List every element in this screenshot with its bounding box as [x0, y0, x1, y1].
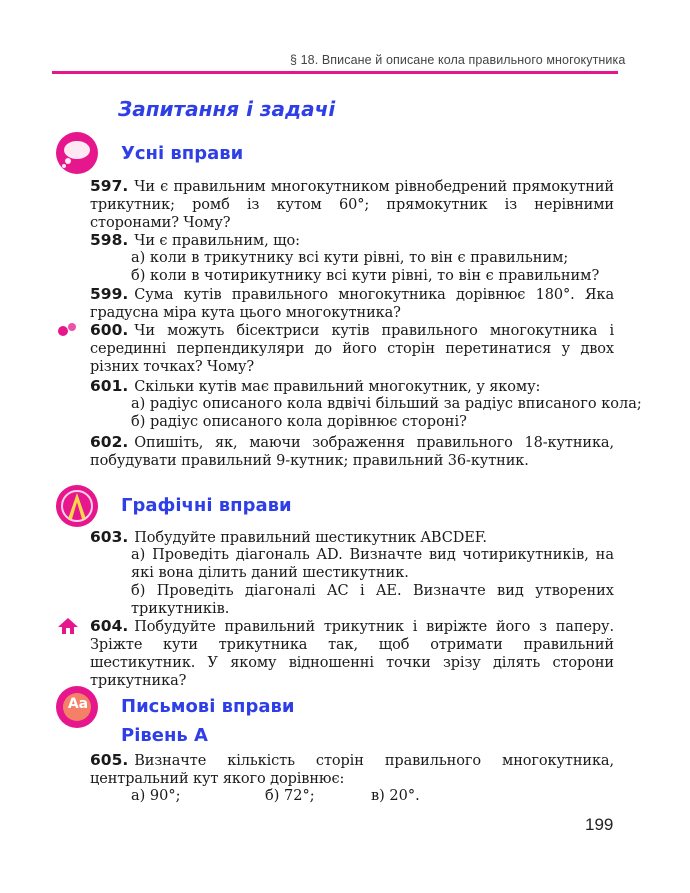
- level-heading: Рівень А: [121, 725, 208, 746]
- problem-603-b: б) Проведіть діагоналі AC і AE. Визначте вид утворених трикутників.: [131, 583, 614, 617]
- problem-605-a: а) 90°;: [131, 788, 181, 804]
- problem-text: Визначте кількість сторін правильного многокутника, центральний кут якого дорівнює:: [90, 753, 614, 787]
- problem-603-a: а) Проведіть діагональ AD. Визначте вид чотирикутників, на які вона ділить даний шестикутник.: [131, 547, 614, 581]
- section-graphic: Графічні вправи: [121, 495, 292, 516]
- section-written: Письмові вправи: [121, 696, 295, 717]
- problem-number: 599.: [90, 285, 129, 303]
- problem-598-b: б) коли в чотирикутнику всі кути рівні, то він є правильним?: [131, 268, 600, 284]
- problem-number: 598.: [90, 231, 129, 249]
- problem-number: 602.: [90, 433, 129, 451]
- problem-603: [90, 528, 614, 547]
- problem-601-a: а) радіус описаного кола вдвічі більший за радіус вписаного кола;: [131, 396, 642, 412]
- problem-text: Побудуйте правильний трикутник і виріжте його з паперу. Зріжте кути трикутника так, щоб отримати правильний шестикутник. У якому відношенні точки зрізу ділять сторони трикутника?: [90, 619, 614, 689]
- problem-601-b: б) радіус описаного кола дорівнює стороні?: [131, 414, 467, 430]
- problem-text: Скільки кутів має правильний многокутник, у якому:: [134, 379, 541, 395]
- problem-text: Опишіть, як, маючи зображення правильного 18-кутника, побудувати правильний 9-кутник; правильний 36-кутник.: [90, 435, 614, 469]
- problem-605: [90, 751, 614, 788]
- problem-number: 604.: [90, 617, 129, 635]
- problem-number: 600.: [90, 321, 129, 339]
- page-title: Запитання і задачі: [118, 97, 336, 121]
- letters-icon-label: Aa: [67, 696, 89, 712]
- problem-text: Чи можуть бісектриси кутів правильного многокутника і серединні перпендикуляри до його сторін перетинатися у двох різних точках? Чому?: [90, 323, 614, 375]
- problem-604: [90, 617, 614, 690]
- problem-number: 603.: [90, 528, 129, 546]
- problem-602: [90, 433, 614, 470]
- problem-605-c: в) 20°.: [371, 788, 420, 804]
- problem-599: [90, 285, 614, 322]
- problem-text: Чи є правильним многокутником рівнобедрений прямокутний трикутник; ромб із кутом 60°; прямокутник із нерівними сторонами? Чому?: [90, 179, 614, 231]
- header-rule: [52, 71, 618, 74]
- difficulty-dots-icon: [57, 321, 79, 337]
- section-oral: Усні вправи: [121, 143, 244, 164]
- problem-number: 597.: [90, 177, 129, 195]
- house-arrow-icon: [57, 617, 79, 635]
- problem-598: [90, 231, 614, 250]
- page-number: 199: [585, 815, 614, 834]
- running-header: § 18. Вписане й описане кола правильного многокутника: [290, 53, 626, 67]
- problem-text: Чи є правильним, що:: [134, 233, 300, 249]
- problem-number: 605.: [90, 751, 129, 769]
- problem-text: Сума кутів правильного многокутника дорівнює 180°. Яка градусна міра кута цього многокутника?: [90, 287, 614, 321]
- problem-text: Побудуйте правильний шестикутник ABCDEF.: [134, 530, 487, 546]
- problem-600: [90, 321, 614, 376]
- problem-598-a: а) коли в трикутнику всі кути рівні, то він є правильним;: [131, 250, 569, 266]
- compass-icon: [55, 484, 99, 528]
- problem-number: 601.: [90, 377, 129, 395]
- problem-601: [90, 377, 614, 396]
- problem-597: [90, 177, 614, 232]
- speech-bubble-icon: [55, 131, 99, 175]
- problem-605-b: б) 72°;: [265, 788, 315, 804]
